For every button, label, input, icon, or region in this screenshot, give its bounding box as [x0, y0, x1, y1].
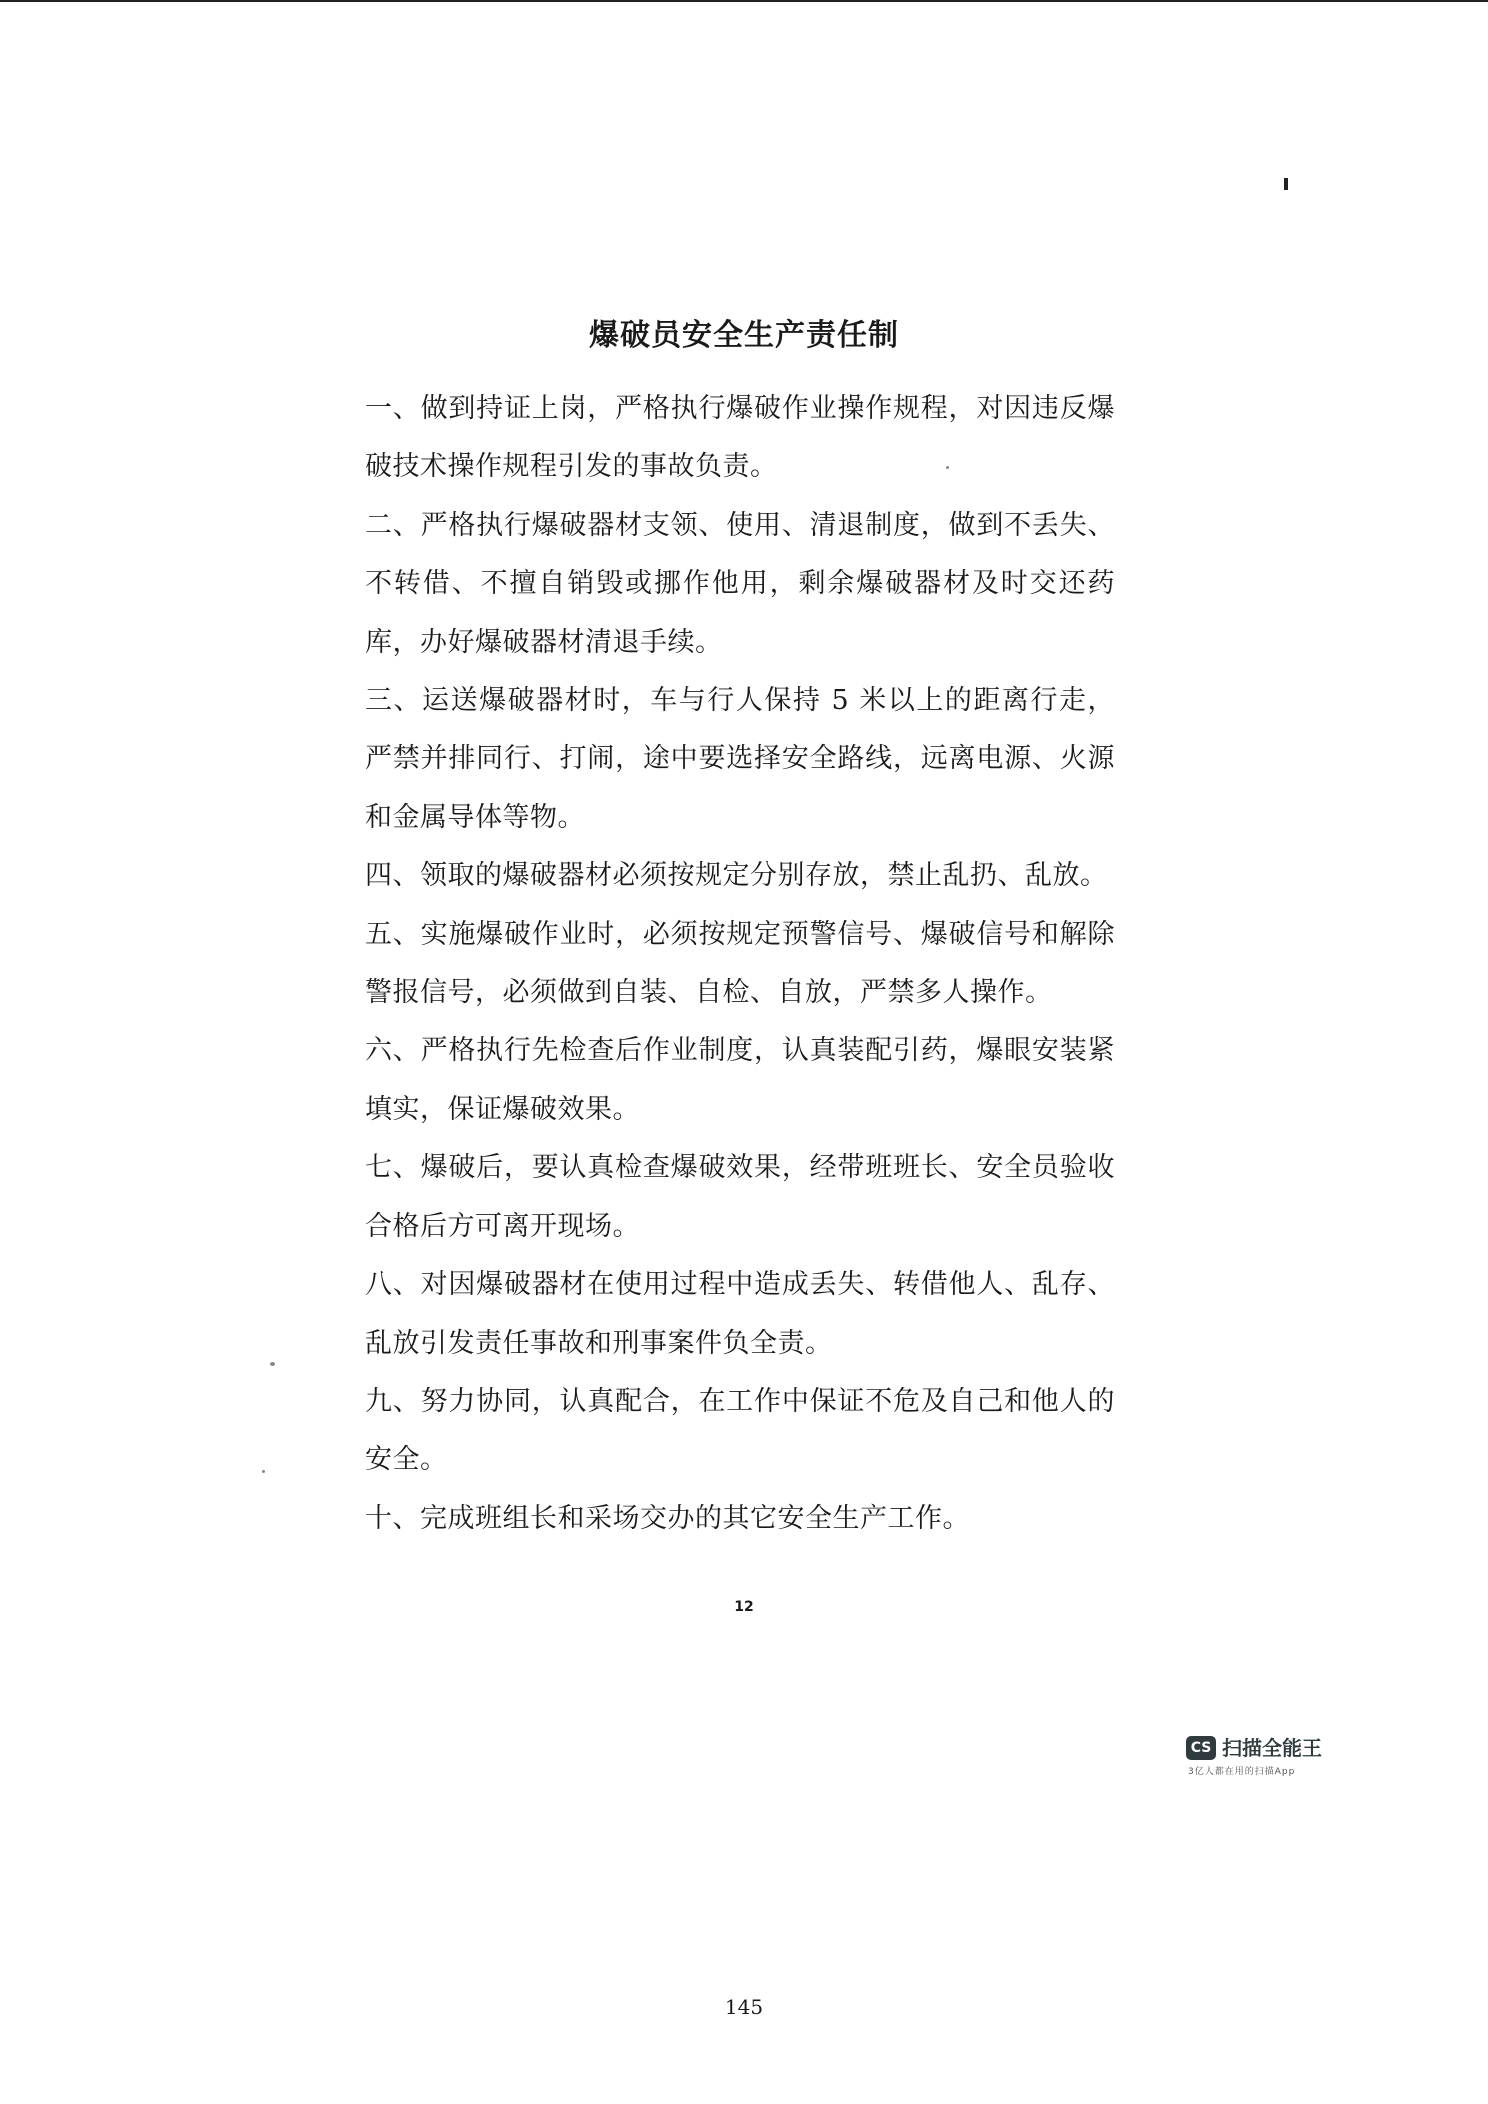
page-number: 145: [724, 1995, 764, 2019]
scan-speck: [270, 1362, 275, 1366]
clause-1: 一、做到持证上岗，严格执行爆破作业操作规程，对因违反爆破技术操作规程引发的事故负责。: [365, 393, 1115, 483]
scan-top-edge: [0, 0, 1488, 2]
clause-2: 二、严格执行爆破器材支领、使用、清退制度，做到不丢失、不转借、不擅自销毁或挪作他用，剩余爆破器材及时交还药库，办好爆破器材清退手续。: [365, 509, 1115, 658]
clause-3: 三、运送爆破器材时，车与行人保持 5 米以上的距离行走，严禁并排同行、打闹，途中要选择安全路线，远离电源、火源和金属导体等物。: [365, 685, 1115, 833]
clause-4: 四、领取的爆破器材必须按规定分别存放，禁止乱扔、乱放。: [365, 860, 1108, 892]
cs-logo-icon: CS: [1186, 1736, 1216, 1760]
scan-speck: [262, 1470, 265, 1473]
document-title: 爆破员安全生产责任制: [589, 318, 899, 353]
clause-8: 八、对因爆破器材在使用过程中造成丢失、转借他人、乱存、乱放引发责任事故和刑事案件负全责。: [365, 1269, 1115, 1359]
inner-page-number: 12: [734, 1599, 754, 1615]
camscanner-watermark: [1186, 1736, 1326, 1776]
clause-6: 六、严格执行先检查后作业制度，认真装配引药，爆眼安装紧填实，保证爆破效果。: [365, 1035, 1115, 1125]
watermark-app-name: 扫描全能王: [1222, 1736, 1322, 1760]
clause-10: 十、完成班组长和采场交办的其它安全生产工作。: [365, 1502, 970, 1534]
scan-mark: [1284, 178, 1288, 190]
watermark-tagline: 3亿人都在用的扫描App: [1188, 1767, 1296, 1777]
clause-5: 五、实施爆破作业时，必须按规定预警信号、爆破信号和解除警报信号，必须做到自装、自检、自放，严禁多人操作。: [365, 918, 1115, 1009]
clause-7: 七、爆破后，要认真检查爆破效果，经带班班长、安全员验收合格后方可离开现场。: [365, 1152, 1115, 1242]
document-body: [365, 380, 1115, 1548]
clause-9: 九、努力协同，认真配合，在工作中保证不危及自己和他人的安全。: [365, 1385, 1115, 1476]
